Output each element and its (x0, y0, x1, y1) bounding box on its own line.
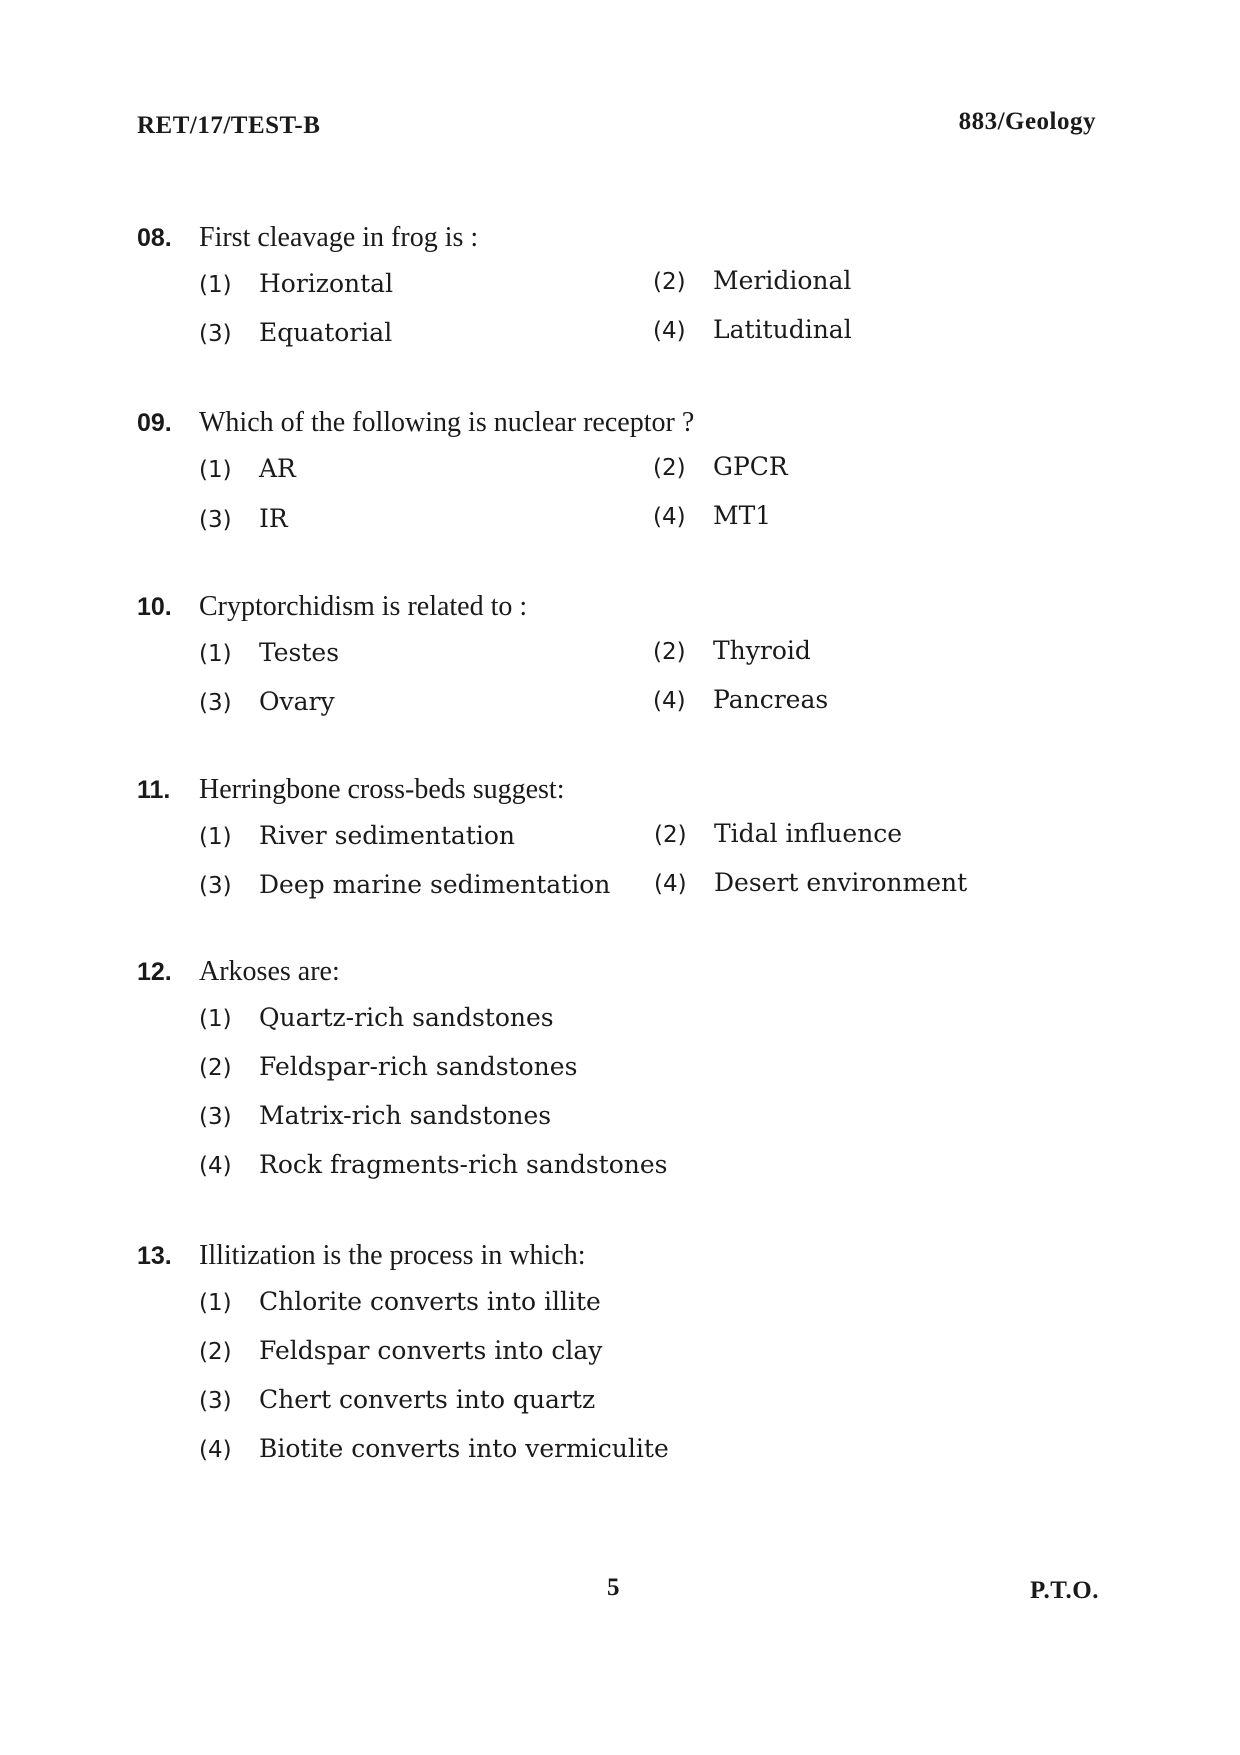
option-4: (4) Rock fragments-rich sandstones (199, 1150, 668, 1179)
please-turn-over: P.T.O. (1030, 1577, 1099, 1604)
exam-code: RET/17/TEST-B (137, 112, 321, 139)
option-4: (4) Pancreas (653, 685, 829, 714)
question-12 (137, 957, 1037, 1199)
question-text: First cleavage in frog is : (199, 222, 479, 253)
option-3: (3) Deep marine sedimentation (199, 870, 611, 899)
question-number: 13. (137, 1242, 172, 1270)
option-3: (3) Ovary (199, 687, 335, 716)
option-2: (2) GPCR (653, 452, 788, 481)
question-text: Illitization is the process in which: (199, 1240, 586, 1271)
paper-subject: 883/Geology (958, 108, 1096, 135)
question-text: Which of the following is nuclear receptor ? (199, 407, 695, 438)
question-text: Herringbone cross-beds suggest: (199, 774, 565, 805)
option-4: (4) Biotite converts into vermiculite (199, 1434, 669, 1463)
option-1: (1) AR (199, 454, 296, 483)
option-1: (1) Chlorite converts into illite (199, 1287, 601, 1316)
option-4: (4) Latitudinal (653, 315, 852, 344)
question-number: 11. (137, 776, 171, 804)
question-09 (137, 408, 1037, 534)
option-3: (3) IR (199, 504, 288, 533)
page-number: 5 (607, 1574, 620, 1601)
option-1: (1) Testes (199, 638, 340, 667)
option-4: (4) MT1 (653, 501, 772, 530)
option-3: (3) Chert converts into quartz (199, 1385, 596, 1414)
option-3: (3) Matrix-rich sandstones (199, 1101, 552, 1130)
question-number: 08. (137, 224, 172, 252)
question-number: 10. (137, 593, 172, 621)
option-1: (1) Quartz-rich sandstones (199, 1003, 554, 1032)
question-text: Cryptorchidism is related to : (199, 591, 528, 622)
question-number: 09. (137, 409, 172, 437)
question-08 (137, 223, 1037, 349)
question-number: 12. (137, 958, 172, 986)
option-2: (2) Thyroid (653, 636, 811, 665)
question-11 (137, 775, 1037, 901)
option-1: (1) Horizontal (199, 269, 394, 298)
question-13 (137, 1241, 1037, 1483)
question-text: Arkoses are: (199, 956, 340, 987)
option-2: (2) Tidal influence (654, 819, 903, 848)
option-1: (1) River sedimentation (199, 821, 516, 850)
question-10 (137, 592, 1037, 718)
option-2: (2) Feldspar-rich sandstones (199, 1052, 578, 1081)
option-3: (3) Equatorial (199, 318, 393, 347)
option-4: (4) Desert environment (654, 868, 968, 897)
option-2: (2) Feldspar converts into clay (199, 1336, 603, 1365)
option-2: (2) Meridional (653, 266, 852, 295)
